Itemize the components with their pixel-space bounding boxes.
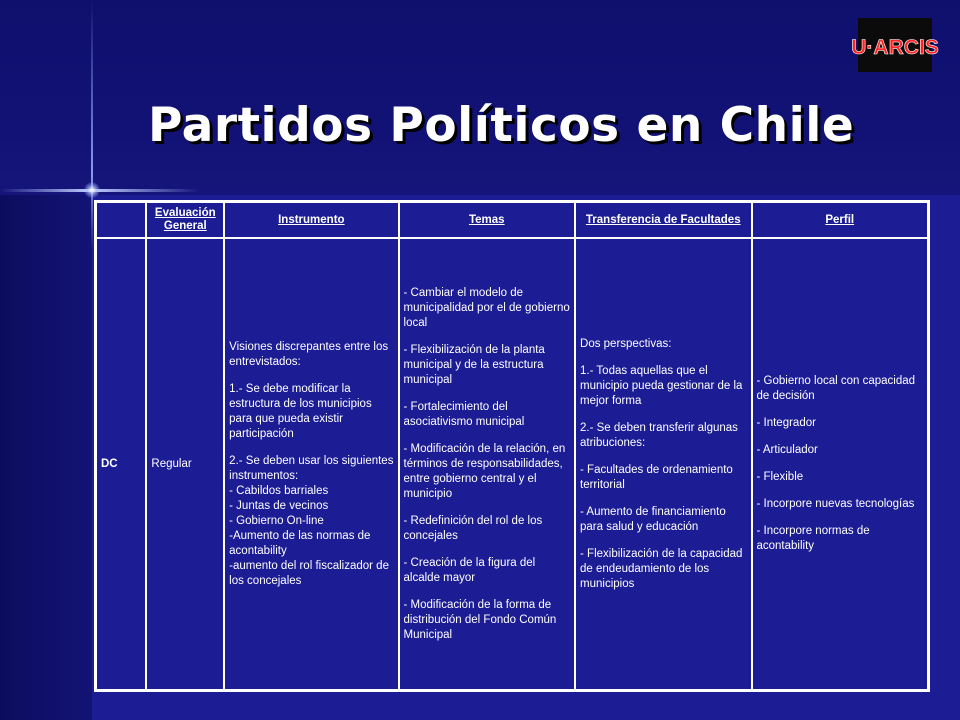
temas-line: - Flexibilización de la planta municipal y de la estructura municipal	[403, 343, 545, 386]
instrumento-line: -aumento del rol fiscalizador de los concejales	[229, 559, 389, 587]
perfil-line: - Articulador	[756, 444, 818, 456]
transferencia-line: - Flexibilización de la capacidad de endeudamiento de los municipios	[580, 547, 743, 590]
uarcis-logo	[851, 18, 939, 72]
light-flare-core	[84, 182, 100, 198]
perfil-line: - Integrador	[756, 417, 816, 429]
uarcis-logo-mark	[851, 25, 939, 65]
light-flare-vertical	[91, 0, 93, 250]
instrumento-line: Visiones discrepantes entre los entrevistados:	[229, 340, 389, 368]
party-label: DC	[96, 238, 146, 690]
transferencia-cell	[575, 238, 751, 690]
perfil-cell	[752, 238, 929, 690]
header-row-label	[96, 202, 146, 238]
perfil-line: - Incorpore nuevas tecnologías	[756, 498, 915, 510]
transferencia-line: - Facultades de ordenamiento territorial	[580, 463, 733, 491]
instrumento-line: -Aumento de las normas de acontability	[229, 529, 371, 557]
temas-line: - Cambiar el modelo de municipalidad por el de gobierno local	[403, 286, 570, 329]
instrumento-line: - Cabildos barriales	[229, 484, 329, 497]
temas-line: - Fortalecimiento del asociativismo municipal	[403, 400, 525, 428]
temas-line: - Modificación de la forma de distribución del Fondo Común Municipal	[403, 598, 557, 641]
header-perfil: Perfil	[752, 202, 929, 238]
parties-table	[94, 200, 930, 692]
perfil-line: - Gobierno local con capacidad de decisión	[756, 375, 916, 402]
light-flare-horizontal	[0, 189, 200, 192]
transferencia-line: 2.- Se deben transferir algunas atribuciones:	[580, 421, 738, 449]
table-row	[96, 238, 928, 690]
transferencia-line: 1.- Todas aquellas que el municipio pueda gestionar de la mejor forma	[580, 364, 743, 407]
transferencia-line: Dos perspectivas:	[580, 337, 672, 350]
header-transferencia: Transferencia de Facultades	[575, 202, 751, 238]
instrumento-line: - Gobierno On-line	[229, 514, 324, 527]
instrumento-cell	[224, 238, 398, 690]
temas-cell	[399, 238, 575, 690]
evaluacion-cell: Regular	[146, 238, 224, 690]
temas-line: - Modificación de la relación, en términos de responsabilidades, entre gobierno central y el municipio	[403, 442, 566, 500]
perfil-line: - Incorpore normas de acontability	[756, 525, 870, 552]
header-temas: Temas	[399, 202, 575, 238]
header-instrumento: Instrumento	[224, 202, 398, 238]
instrumento-line: - Juntas de vecinos	[229, 499, 329, 512]
transferencia-line: - Aumento de financiamiento para salud y educación	[580, 505, 726, 533]
header-evaluacion: Evaluación General	[146, 202, 224, 238]
logo-text: U·ARCIS	[851, 36, 939, 59]
slide-title: Partidos Políticos en Chile	[148, 98, 855, 153]
temas-line: - Redefinición del rol de los concejales	[403, 514, 543, 542]
perfil-line: - Flexible	[756, 471, 804, 483]
table-header-row	[96, 202, 928, 238]
temas-line: - Creación de la figura del alcalde mayor	[403, 556, 536, 584]
left-margin-background	[0, 195, 92, 720]
instrumento-line: 1.- Se debe modificar la estructura de los municipios para que pueda existir participación	[229, 382, 372, 440]
instrumento-line: 2.- Se deben usar los siguientes instrumentos:	[229, 454, 394, 482]
